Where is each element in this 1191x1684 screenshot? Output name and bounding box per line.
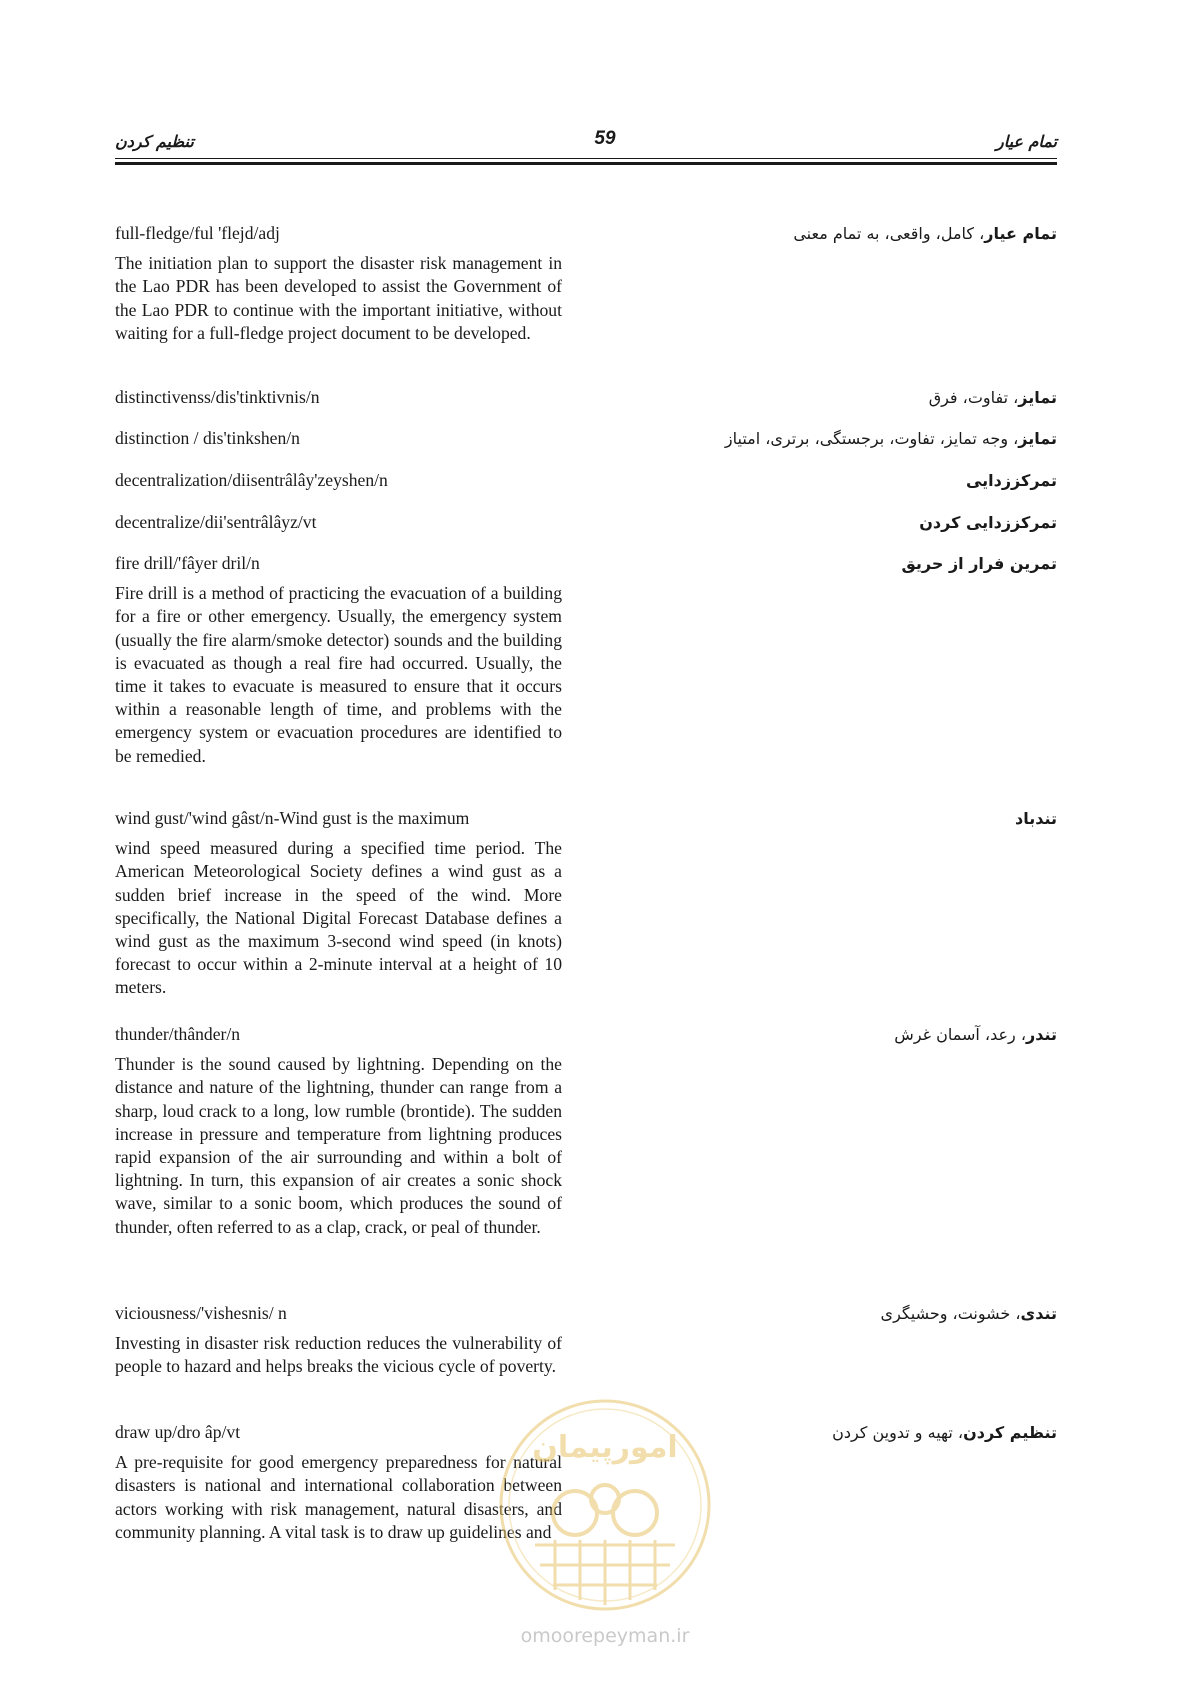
watermark-logo (495, 1395, 715, 1615)
english-definition: The initiation plan to support the disaster risk management in the Lao PDR has been developed to assist the Government of the Lao PDR to continue with the important initiative, without waiting for a full-fledge project document to be developed. (115, 253, 562, 343)
persian-headword: تمرکززدایی کردن (919, 513, 1057, 532)
persian-gloss (627, 386, 1057, 409)
persian-headword: تمایز (1018, 388, 1057, 407)
header-rule-thick (115, 162, 1057, 165)
english-term: fire drill/'fâyer dril/n (115, 553, 260, 573)
english-column (115, 1302, 562, 1379)
persian-gloss (627, 427, 1057, 450)
persian-equivalents: ، تهیه و تدوین کردن (832, 1423, 964, 1442)
persian-headword: تندباد (1014, 809, 1057, 828)
english-term: draw up/dro âp/vt (115, 1422, 241, 1442)
persian-gloss (627, 222, 1057, 245)
persian-gloss (627, 552, 1057, 575)
persian-headword: تمرین فرار از حریق (901, 554, 1057, 573)
header-rule-thin (115, 158, 1057, 159)
english-term: viciousness/'vishesnis/ n (115, 1303, 287, 1323)
persian-gloss (627, 1302, 1057, 1325)
persian-headword: تندی (1020, 1304, 1057, 1323)
page-number: 59 (594, 128, 616, 149)
persian-gloss (627, 807, 1057, 830)
persian-headword: تندر (1026, 1025, 1057, 1044)
english-term: distinction / dis'tinkshen/n (115, 428, 300, 448)
english-term: full-fledge/ful 'flejd/adj (115, 223, 280, 243)
english-definition: Thunder is the sound caused by lightning. Depending on the distance and nature of the lightning, thunder can range from a sharp, loud crack to a long, low rumble (brontide). The sudden increase in pressure and temperature from lightning produces rapid expansion of the air surrounding and within a bolt of lightning. In turn, this expansion of air creates a sonic shock wave, similar to a sonic boom, which produces the sound of thunder, often referred to as a clap, crack, or peal of thunder. (115, 1054, 562, 1237)
english-term: distinctivenss/dis'tinktivnis/n (115, 387, 320, 407)
watermark-logo-text: امورپیمان (532, 1430, 678, 1465)
persian-headword: تمایز (1018, 429, 1057, 448)
english-definition: Fire drill is a method of practicing the evacuation of a building for a fire or other emergency. Usually, the emergency system (usually the fire alarm/smoke detector) sounds and the building is evacuated as though a real fire had occurred. Usually, the time it takes to evacuate is measured to ensure that it occurs within a reasonable length of time, and problems with the emergency system or evacuation procedures are identified to be remedied. (115, 583, 562, 766)
english-term: decentralize/dii'sentrâlâyz/vt (115, 512, 317, 532)
persian-equivalents: ، وجه تمایز، تفاوت، برجستگی، برتری، امتیاز (724, 429, 1019, 448)
english-column (115, 511, 562, 541)
english-term: decentralization/diisentrâlây'zeyshen/n (115, 470, 388, 490)
persian-headword: تمام عیار (984, 224, 1057, 243)
persian-gloss (627, 469, 1057, 492)
english-term: thunder/thânder/n (115, 1024, 241, 1044)
english-term: wind gust/'wind gâst/n-Wind gust is the maximum (115, 808, 470, 828)
english-definition: wind speed measured during a specified time period. The American Meteorological Society defines a wind gust as a sudden brief increase in the speed of the wind. More specifically, the National Digital Forecast Database defines a wind gust as the maximum 3-second wind speed (in knots) forecast to occur within a 2-minute interval at a height of 10 meters. (115, 838, 562, 998)
persian-gloss (627, 1023, 1057, 1046)
header-left-title: تنظیم کردن (115, 132, 194, 151)
watermark-url: omoorepeyman.ir (520, 1625, 690, 1647)
english-column (115, 222, 562, 345)
english-definition: A pre-requisite for good emergency preparedness for natural disasters is national and international collaboration between actors working with risk management, natural disasters, and community planning. A vital task is to draw up guidelines and (115, 1452, 562, 1542)
running-header (115, 128, 1057, 166)
english-column (115, 1023, 562, 1239)
header-right-title: تمام عیار (995, 132, 1057, 151)
english-column (115, 469, 562, 499)
persian-equivalents: ، کامل، واقعی، به تمام معنی (793, 224, 985, 243)
english-column (115, 386, 562, 416)
persian-equivalents: ، رعد، آسمان غرش (894, 1025, 1026, 1044)
english-column (115, 807, 562, 1000)
english-column (115, 552, 562, 768)
english-definition: Investing in disaster risk reduction reduces the vulnerability of people to hazard and helps breaks the vicious cycle of poverty. (115, 1333, 562, 1377)
persian-equivalents: ، خشونت، وحشیگری (880, 1304, 1021, 1323)
english-column (115, 427, 562, 457)
persian-gloss (627, 511, 1057, 534)
persian-headword: تمرکززدایی (965, 471, 1057, 490)
persian-equivalents: ، تفاوت، فرق (928, 388, 1019, 407)
persian-headword: تنظیم کردن (963, 1423, 1057, 1442)
